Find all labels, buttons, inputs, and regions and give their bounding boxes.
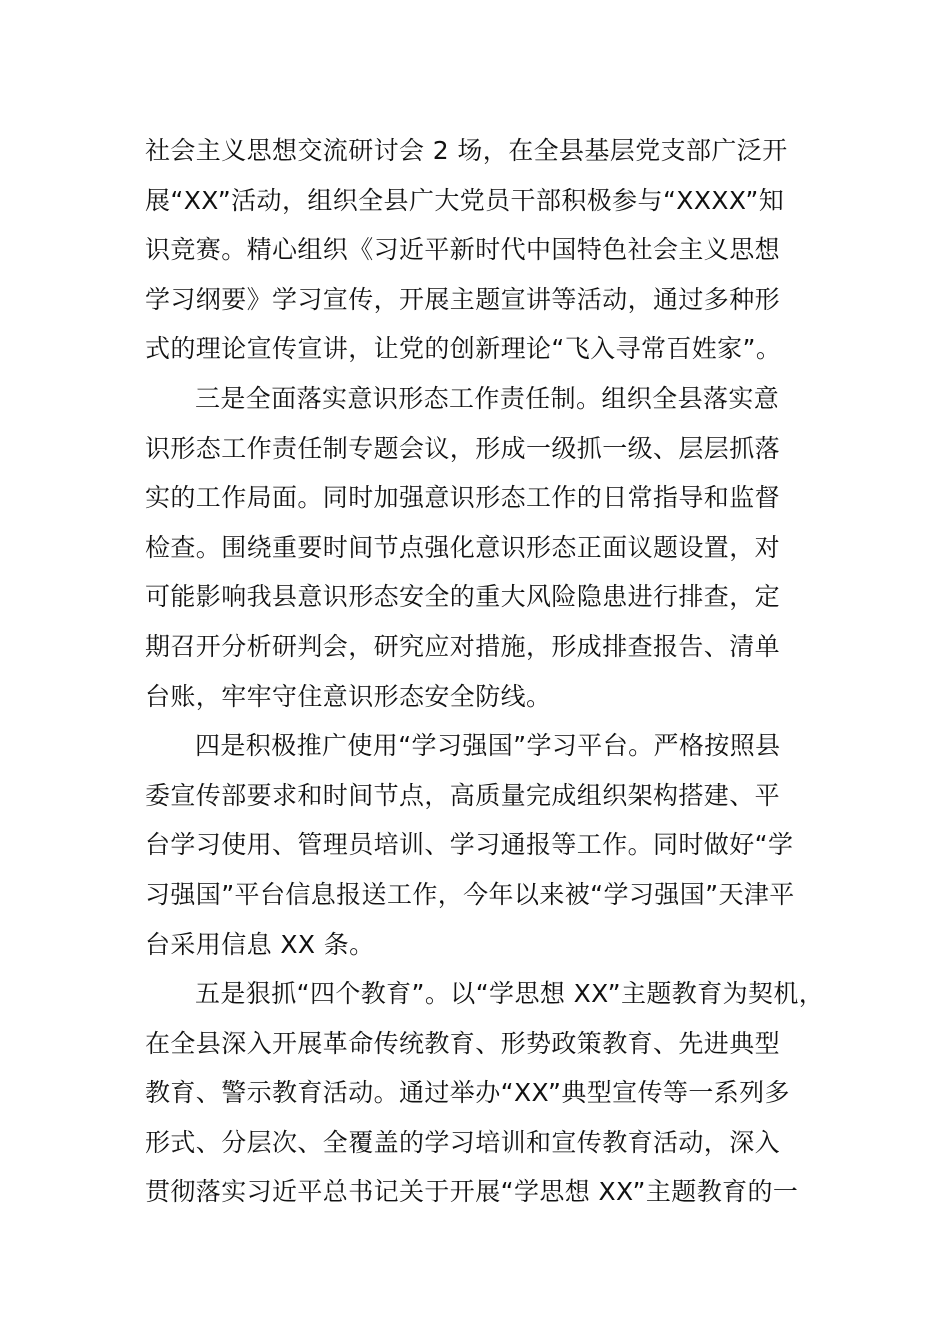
paragraph-first-line: 三是全面落实意识形态工作责任制。组织全县落实意 — [195, 383, 780, 413]
text-line: 式的理论宣传宣讲，让党的创新理论“飞入寻常百姓家”。 — [145, 334, 782, 364]
text-line: 委宣传部要求和时间节点，高质量完成组织架构搭建、平 — [145, 780, 781, 810]
text-line: 台账，牢牢守住意识形态安全防线。 — [145, 681, 552, 711]
paragraph-first-line: 五是狠抓“四个教育”。以“学思想 XX”主题教育为契机， — [195, 979, 825, 1009]
text-line: 社会主义思想交流研讨会 2 场，在全县基层党支部广泛开 — [145, 136, 788, 165]
text-line: 形式、分层次、全覆盖的学习培训和宣传教育活动，深入 — [145, 1127, 781, 1157]
text-line: 识形态工作责任制专题会议，形成一级抓一级、层层抓落 — [145, 433, 781, 463]
text-line: 展“XX”活动，组织全县广大党员干部积极参与“XXXX”知 — [145, 185, 785, 215]
text-line: 贯彻落实习近平总书记关于开展“学思想 XX”主题教育的一 — [145, 1177, 799, 1207]
text-line: 期召开分析研判会，研究应对措施，形成排查报告、清单 — [145, 631, 781, 661]
paragraph-first-line: 四是积极推广使用“学习强国”学习平台。严格按照县 — [195, 731, 781, 761]
text-line: 台学习使用、管理员培训、学习通报等工作。同时做好“学 — [145, 830, 794, 860]
document-body — [145, 126, 825, 1217]
text-line: 可能影响我县意识形态安全的重大风险隐患进行排查，定 — [145, 582, 781, 612]
text-line: 识竞赛。精心组织《习近平新时代中国特色社会主义思想 — [145, 235, 781, 265]
text-line: 实的工作局面。同时加强意识形态工作的日常指导和监督 — [145, 483, 781, 513]
text-line: 学习纲要》学习宣传，开展主题宣讲等活动，通过多种形 — [145, 284, 781, 314]
text-line: 台采用信息 XX 条。 — [145, 929, 375, 959]
text-line: 教育、警示教育活动。通过举办“XX”典型宣传等一系列多 — [145, 1078, 790, 1108]
text-line: 习强国”平台信息报送工作，今年以来被“学习强国”天津平 — [145, 879, 795, 909]
text-line: 在全县深入开展革命传统教育、形势政策教育、先进典型 — [145, 1028, 781, 1058]
text-line: 检查。围绕重要时间节点强化意识形态正面议题设置，对 — [145, 532, 781, 562]
